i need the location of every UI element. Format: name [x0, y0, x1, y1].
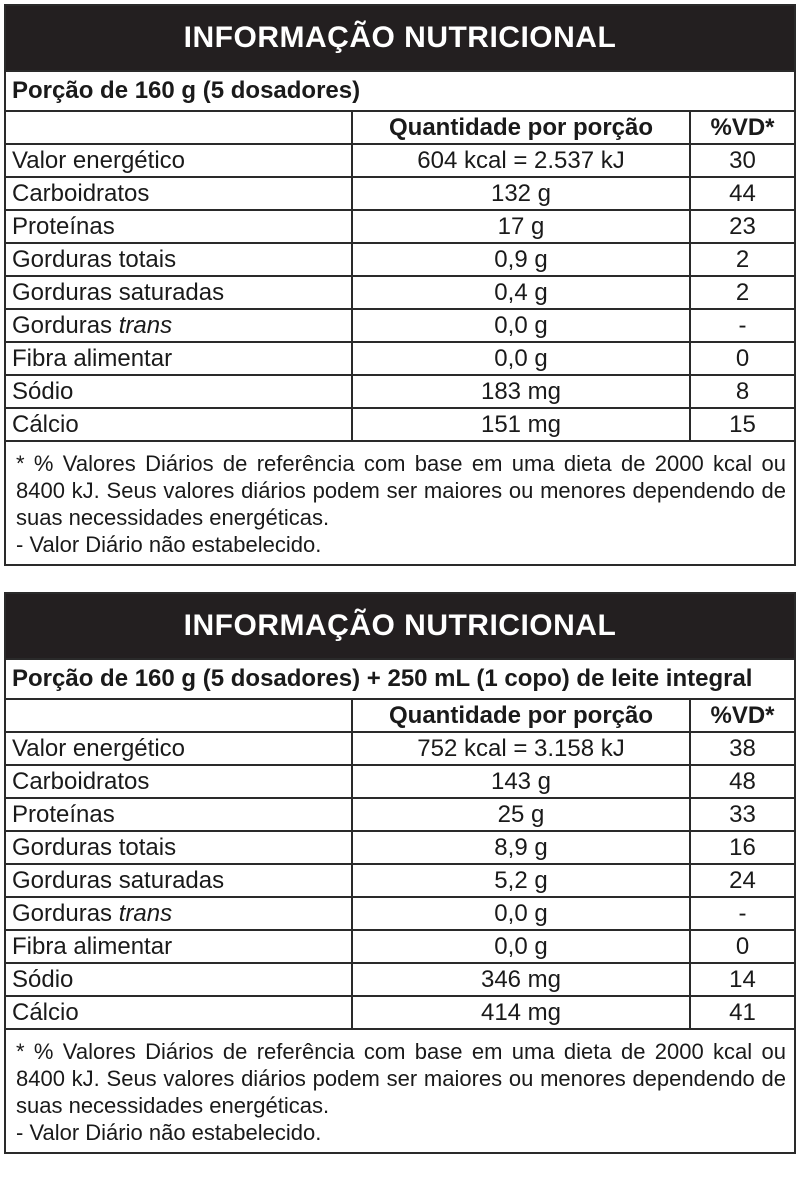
table-row [6, 375, 794, 408]
table-row [6, 276, 794, 309]
nutrient-name [6, 732, 352, 765]
nutrient-daily-value: 44 [690, 177, 794, 210]
nutrient-name [6, 408, 352, 440]
nutrient-quantity: 752 kcal = 3.158 kJ [352, 732, 690, 765]
nutrient-daily-value: 16 [690, 831, 794, 864]
nutrient-quantity: 25 g [352, 798, 690, 831]
nutrient-quantity: 0,0 g [352, 897, 690, 930]
header-nutrient [6, 111, 352, 144]
nutrient-label: Carboidratos [12, 179, 150, 207]
nutrient-name [6, 342, 352, 375]
footnote-not-established: - Valor Diário não estabelecido. [16, 532, 322, 557]
nutrient-name [6, 210, 352, 243]
header-row [6, 699, 794, 732]
header-dv: %VD* [690, 699, 794, 732]
nutrient-name [6, 996, 352, 1028]
nutrient-daily-value: 48 [690, 765, 794, 798]
nutrient-quantity: 183 mg [352, 375, 690, 408]
header-quantity: Quantidade por porção [352, 111, 690, 144]
nutrient-name [6, 177, 352, 210]
nutrient-daily-value: 15 [690, 408, 794, 440]
nutrient-daily-value: 2 [690, 276, 794, 309]
nutrient-name [6, 864, 352, 897]
nutrient-name [6, 276, 352, 309]
nutrient-label: Gorduras saturadas [12, 866, 225, 894]
table-row [6, 930, 794, 963]
nutrient-quantity: 0,0 g [352, 342, 690, 375]
nutrient-label: Gorduras [12, 311, 113, 339]
nutrient-name [6, 144, 352, 177]
table-title: INFORMAÇÃO NUTRICIONAL [6, 594, 794, 658]
nutrient-daily-value: 30 [690, 144, 794, 177]
nutrient-label: Cálcio [12, 998, 79, 1026]
nutrient-daily-value: 8 [690, 375, 794, 408]
nutrient-quantity: 5,2 g [352, 864, 690, 897]
footnote [6, 1028, 794, 1152]
nutrient-daily-value: 38 [690, 732, 794, 765]
nutrient-label-italic: trans [118, 311, 173, 339]
header-quantity: Quantidade por porção [352, 699, 690, 732]
nutrient-quantity: 604 kcal = 2.537 kJ [352, 144, 690, 177]
nutrient-quantity: 0,9 g [352, 243, 690, 276]
footnote-not-established: - Valor Diário não estabelecido. [16, 1120, 322, 1145]
nutrient-quantity: 0,4 g [352, 276, 690, 309]
nutrient-name [6, 897, 352, 930]
nutrient-daily-value: - [690, 309, 794, 342]
nutrient-daily-value: 0 [690, 930, 794, 963]
nutrient-name [6, 375, 352, 408]
nutrient-label-italic: trans [118, 899, 173, 927]
nutrient-label: Fibra alimentar [12, 932, 173, 960]
footnote-text: * % Valores Diários de referência com base em uma dieta de 2000 kcal ou 8400 kJ. Seus valores diários podem ser maiores ou menores dependendo de suas necessidades energéticas. [16, 1039, 786, 1118]
nutrient-quantity: 0,0 g [352, 309, 690, 342]
nutrient-label: Sódio [12, 965, 74, 993]
table-row [6, 897, 794, 930]
table-row [6, 408, 794, 440]
table-row [6, 831, 794, 864]
nutrient-daily-value: 41 [690, 996, 794, 1028]
nutrient-quantity: 0,0 g [352, 930, 690, 963]
nutrient-label: Gorduras [12, 899, 113, 927]
table-row [6, 798, 794, 831]
nutrient-quantity: 151 mg [352, 408, 690, 440]
nutrient-label: Valor energético [12, 146, 185, 174]
table-row [6, 144, 794, 177]
header-nutrient [6, 699, 352, 732]
serving-size: Porção de 160 g (5 dosadores) [6, 70, 794, 110]
nutrient-grid [6, 110, 794, 440]
footnote [6, 440, 794, 564]
table-row [6, 732, 794, 765]
nutrient-name [6, 930, 352, 963]
nutrient-name [6, 243, 352, 276]
nutrient-label: Proteínas [12, 800, 115, 828]
nutrition-table-1 [4, 4, 796, 566]
nutrient-quantity: 17 g [352, 210, 690, 243]
nutrient-label: Fibra alimentar [12, 344, 173, 372]
table-row [6, 765, 794, 798]
nutrient-quantity: 132 g [352, 177, 690, 210]
nutrient-daily-value: - [690, 897, 794, 930]
serving-size: Porção de 160 g (5 dosadores) + 250 mL (1 copo) de leite integral [6, 658, 794, 698]
header-row [6, 111, 794, 144]
nutrient-name [6, 765, 352, 798]
footnote-text: * % Valores Diários de referência com base em uma dieta de 2000 kcal ou 8400 kJ. Seus valores diários podem ser maiores ou menores dependendo de suas necessidades energéticas. [16, 451, 786, 530]
nutrient-daily-value: 23 [690, 210, 794, 243]
nutrient-name [6, 309, 352, 342]
nutrient-label: Sódio [12, 377, 74, 405]
nutrient-daily-value: 14 [690, 963, 794, 996]
nutrient-name [6, 831, 352, 864]
nutrient-quantity: 143 g [352, 765, 690, 798]
table-row [6, 996, 794, 1028]
nutrient-daily-value: 0 [690, 342, 794, 375]
table-row [6, 342, 794, 375]
header-dv: %VD* [690, 111, 794, 144]
nutrient-label: Proteínas [12, 212, 115, 240]
nutrient-grid [6, 698, 794, 1028]
table-row [6, 243, 794, 276]
nutrient-quantity: 8,9 g [352, 831, 690, 864]
nutrient-label: Gorduras totais [12, 245, 177, 273]
table-row [6, 963, 794, 996]
nutrient-label: Cálcio [12, 410, 79, 438]
table-row [6, 309, 794, 342]
nutrient-daily-value: 33 [690, 798, 794, 831]
nutrient-label: Valor energético [12, 734, 185, 762]
table-row [6, 210, 794, 243]
nutrition-table-2 [4, 592, 796, 1154]
nutrient-quantity: 346 mg [352, 963, 690, 996]
table-row [6, 864, 794, 897]
nutrient-label: Carboidratos [12, 767, 150, 795]
nutrient-label: Gorduras totais [12, 833, 177, 861]
nutrient-daily-value: 2 [690, 243, 794, 276]
nutrient-name [6, 963, 352, 996]
nutrient-name [6, 798, 352, 831]
nutrient-label: Gorduras saturadas [12, 278, 225, 306]
table-row [6, 177, 794, 210]
nutrient-quantity: 414 mg [352, 996, 690, 1028]
table-title: INFORMAÇÃO NUTRICIONAL [6, 6, 794, 70]
nutrient-daily-value: 24 [690, 864, 794, 897]
